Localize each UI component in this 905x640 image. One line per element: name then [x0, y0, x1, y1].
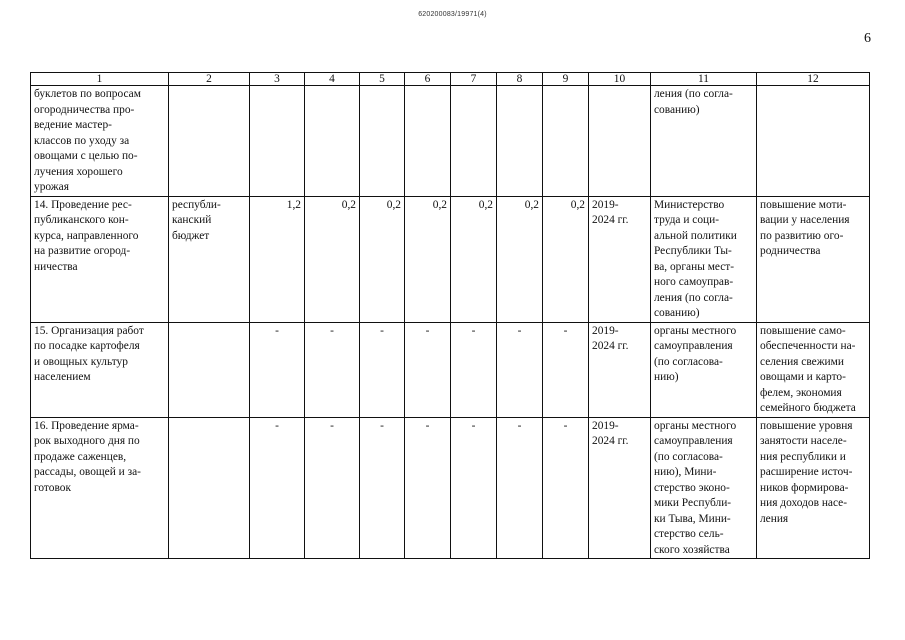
cell-line: сованию) — [654, 103, 700, 116]
value-cell: 0,2 — [360, 196, 405, 322]
cell-line: нию), Мини- — [654, 466, 717, 478]
value-cell: 0,2 — [305, 196, 360, 322]
period-cell — [589, 86, 651, 197]
col-header: 7 — [451, 73, 497, 86]
cell-line: по посадке картофеля — [34, 340, 140, 352]
table-row — [31, 196, 870, 322]
document-id: 620200083/19971(4) — [418, 11, 487, 18]
cell-line: Министерство — [654, 198, 725, 211]
col-header: 9 — [543, 73, 589, 86]
executor-cell — [651, 86, 757, 197]
result-cell — [757, 417, 870, 559]
cell-line: публиканского кон- — [34, 214, 129, 226]
value-cell: - — [451, 417, 497, 559]
cell-line: 2019- — [592, 198, 619, 211]
funding-cell — [169, 196, 250, 322]
cell-line: повышение моти- — [760, 198, 847, 211]
funding-cell — [169, 86, 250, 197]
value-cell — [405, 86, 451, 197]
cell-line: (по согласова- — [654, 355, 723, 368]
activity-cell — [31, 322, 169, 417]
value-cell: - — [305, 417, 360, 559]
cell-line: ления (по согла- — [654, 291, 733, 304]
cell-line: рок выходного дня по — [34, 435, 140, 447]
table-row — [31, 86, 870, 197]
cell-line: 2019- — [592, 419, 619, 432]
col-header: 1 — [31, 73, 169, 86]
cell-line: семейного бюджета — [760, 402, 856, 414]
cell-line: канский — [172, 214, 212, 226]
cell-line: родничества — [760, 245, 821, 257]
cell-line: по развитию ого- — [760, 229, 844, 242]
col-header: 2 — [169, 73, 250, 86]
cell-line: продаже саженцев, — [34, 450, 127, 463]
cell-line: классов по уходу за — [34, 134, 130, 147]
cell-line: ления (по согла- — [654, 88, 733, 100]
executor-cell — [651, 322, 757, 417]
activity-cell — [31, 86, 169, 197]
cell-line: и овощных культур — [34, 355, 128, 368]
cell-line: ного самоуправ- — [654, 276, 734, 288]
result-cell — [757, 322, 870, 417]
table-row — [31, 322, 870, 417]
cell-line: 15. Организация работ — [34, 324, 144, 337]
value-cell: - — [543, 322, 589, 417]
cell-line: самоуправления — [654, 340, 733, 352]
value-cell — [360, 86, 405, 197]
cell-line: Республики Ты- — [654, 245, 732, 257]
cell-line: 2024 гг. — [592, 340, 629, 352]
cell-line: 16. Проведение ярма- — [34, 419, 139, 432]
col-header: 4 — [305, 73, 360, 86]
value-cell — [305, 86, 360, 197]
value-cell: 0,2 — [451, 196, 497, 322]
cell-line: (по согласова- — [654, 450, 723, 463]
cell-line: 14. Проведение рес- — [34, 198, 132, 211]
cell-line: мики Республи- — [654, 497, 732, 509]
result-cell — [757, 196, 870, 322]
col-header: 3 — [250, 73, 305, 86]
cell-line: стерство эконо- — [654, 481, 730, 494]
value-cell: - — [250, 322, 305, 417]
value-cell: - — [305, 322, 360, 417]
cell-line: занятости населе- — [760, 435, 847, 447]
cell-line: 2024 гг. — [592, 435, 629, 447]
cell-line: овощами и карто- — [760, 371, 846, 383]
program-table — [30, 72, 870, 559]
cell-line: селения свежими — [760, 355, 844, 368]
result-cell — [757, 86, 870, 197]
value-cell: - — [497, 322, 543, 417]
cell-line: бюджет — [172, 229, 210, 242]
value-cell — [451, 86, 497, 197]
cell-line: самоуправления — [654, 435, 733, 447]
executor-cell — [651, 417, 757, 559]
value-cell: - — [360, 417, 405, 559]
cell-line: ников формирова- — [760, 481, 849, 494]
cell-line: повышение само- — [760, 324, 846, 337]
activity-cell — [31, 196, 169, 322]
value-cell: - — [360, 322, 405, 417]
cell-line: 2024 гг. — [592, 214, 629, 226]
funding-cell — [169, 417, 250, 559]
cell-line: ления — [760, 512, 789, 525]
cell-line: курса, направленного — [34, 229, 139, 242]
value-cell: - — [497, 417, 543, 559]
cell-line: урожая — [34, 181, 69, 193]
table-row — [31, 417, 870, 559]
value-cell: - — [405, 322, 451, 417]
cell-line: труда и соци- — [654, 214, 720, 226]
cell-line: вации у населения — [760, 214, 850, 226]
cell-line: ния доходов насе- — [760, 497, 848, 509]
cell-line: на развитие огород- — [34, 245, 131, 257]
cell-line: республи- — [172, 198, 221, 211]
value-cell — [250, 86, 305, 197]
value-cell: 0,2 — [543, 196, 589, 322]
cell-line: буклетов по вопросам — [34, 88, 141, 100]
page-number: 6 — [864, 31, 871, 46]
column-number-row — [31, 73, 870, 86]
period-cell — [589, 196, 651, 322]
cell-line: населением — [34, 371, 91, 383]
cell-line: сованию) — [654, 307, 700, 319]
col-header: 12 — [757, 73, 870, 86]
col-header: 11 — [651, 73, 757, 86]
activity-cell — [31, 417, 169, 559]
cell-line: стерство сель- — [654, 528, 724, 540]
cell-line: органы местного — [654, 419, 737, 432]
cell-line: ния республики и — [760, 450, 846, 463]
cell-line: лучения хорошего — [34, 165, 123, 178]
cell-line: ва, органы мест- — [654, 260, 735, 273]
cell-line: рассады, овощей и за- — [34, 466, 141, 478]
cell-line: альной политики — [654, 229, 737, 242]
period-cell — [589, 322, 651, 417]
value-cell: - — [250, 417, 305, 559]
cell-line: расширение источ- — [760, 466, 853, 478]
funding-cell — [169, 322, 250, 417]
executor-cell — [651, 196, 757, 322]
cell-line: ского хозяйства — [654, 543, 730, 556]
col-header: 6 — [405, 73, 451, 86]
cell-line: ки Тыва, Мини- — [654, 512, 731, 525]
cell-line: овощами с целью по- — [34, 150, 138, 162]
value-cell: 0,2 — [405, 196, 451, 322]
value-cell — [543, 86, 589, 197]
cell-line: повышение уровня — [760, 419, 853, 432]
value-cell: - — [543, 417, 589, 559]
value-cell: 1,2 — [250, 196, 305, 322]
cell-line: органы местного — [654, 324, 737, 337]
value-cell: - — [405, 417, 451, 559]
col-header: 10 — [589, 73, 651, 86]
cell-line: обеспеченности на- — [760, 340, 856, 352]
cell-line: огородничества про- — [34, 103, 135, 116]
col-header: 5 — [360, 73, 405, 86]
value-cell: 0,2 — [497, 196, 543, 322]
col-header: 8 — [497, 73, 543, 86]
cell-line: фелем, экономия — [760, 386, 842, 399]
cell-line: готовок — [34, 481, 71, 494]
value-cell: - — [451, 322, 497, 417]
cell-line: 2019- — [592, 324, 619, 337]
value-cell — [497, 86, 543, 197]
cell-line: ведение мастер- — [34, 119, 112, 131]
cell-line: нию) — [654, 371, 679, 383]
cell-line: ничества — [34, 260, 78, 273]
period-cell — [589, 417, 651, 559]
